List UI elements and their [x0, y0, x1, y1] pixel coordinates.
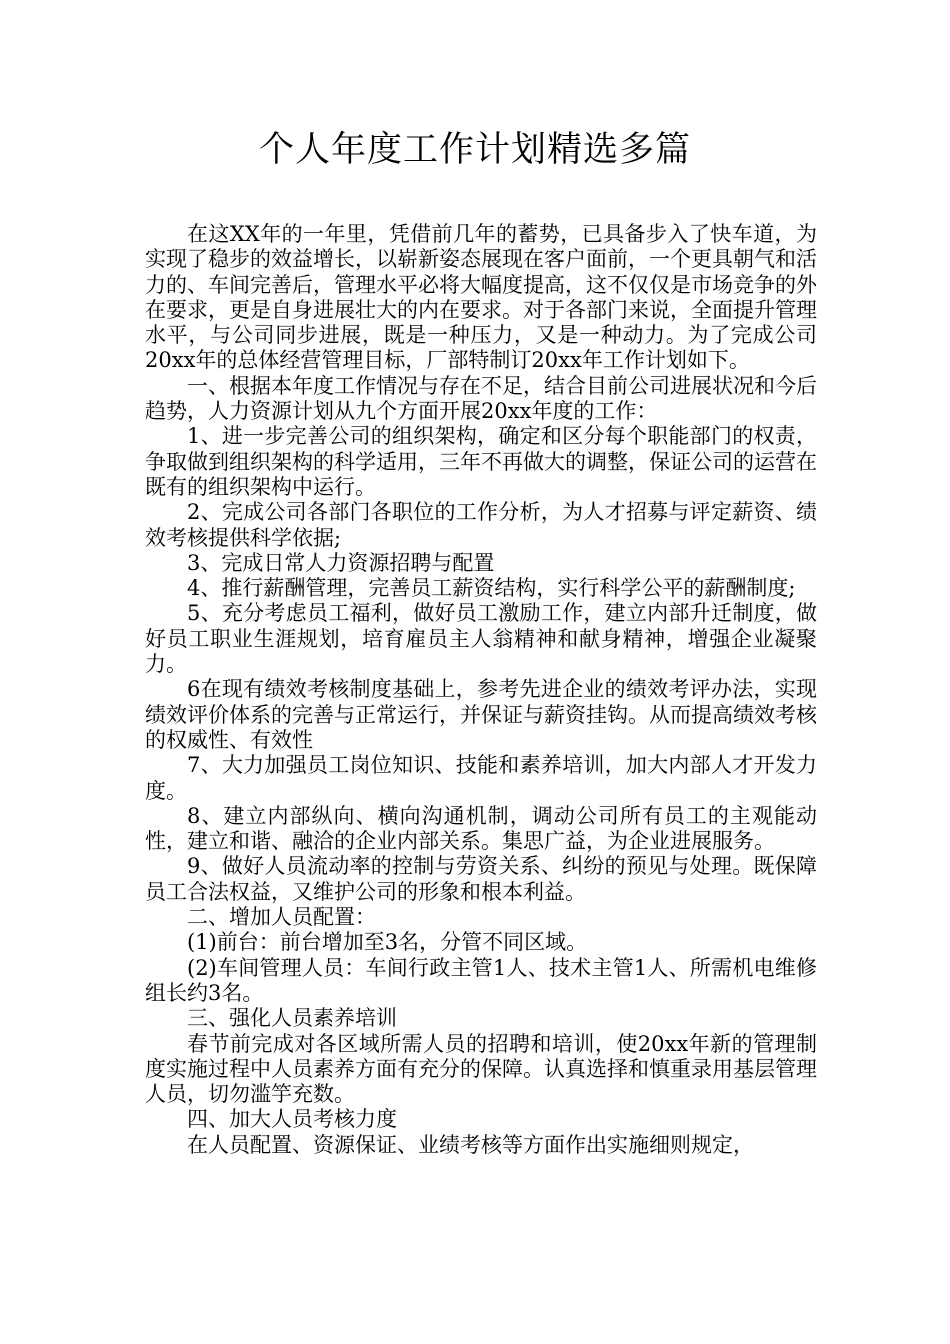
- paragraph-intro: 在这XX年的一年里，凭借前几年的蓄势，已具备步入了快车道，为实现了稳步的效益增长，以崭新姿态展现在客户面前，一个更具朝气和活力的、车间完善后，管理水平必将大幅度提高，这不仅仅是市场竞争的外在要求，更是自身进展壮大的内在要求。对于各部门来说，全面提升管理水平，与公司同步进展，既是一种压力，又是一种动力。为了完成公司20xx年的总体经营管理目标，厂部特制订20xx年工作计划如下。: [145, 222, 817, 373]
- paragraph-section-3-heading: 三、强化人员素养培训: [187, 1006, 397, 1031]
- paragraph-item-5: 5、充分考虑员工福利，做好员工激励工作，建立内部升迁制度，做好员工职业生涯规划，培育雇员主人翁精神和献身精神，增强企业凝聚力。: [145, 601, 817, 677]
- paragraph-staffing-workshop: (2)车间管理人员：车间行政主管1人、技术主管1人、所需机电维修组长约3名。: [145, 955, 817, 1005]
- paragraph-item-8: 8、建立内部纵向、横向沟通机制，调动公司所有员工的主观能动性，建立和谐、融洽的企业内部关系。集思广益，为企业进展服务。: [145, 803, 817, 854]
- paragraph-item-2: 2、完成公司各部门各职位的工作分析，为人才招募与评定薪资、绩效考核提供科学依据;: [145, 500, 817, 550]
- document-body: [145, 222, 817, 1158]
- paragraph-section-4-heading: 四、加大人员考核力度: [187, 1107, 397, 1132]
- paragraph-staffing-front-desk: (1)前台：前台增加至3名，分管不同区域。: [187, 930, 588, 955]
- paragraph-section-2-heading: 二、增加人员配置：: [187, 905, 376, 930]
- paragraph-training: 春节前完成对各区域所需人员的招聘和培训，使20xx年新的管理制度实施过程中人员素养方面有充分的保障。认真选择和慎重录用基层管理人员，切勿滥竽充数。: [145, 1031, 817, 1107]
- paragraph-item-4: 4、推行薪酬管理，完善员工薪资结构，实行科学公平的薪酬制度;: [187, 576, 796, 601]
- paragraph-item-9: 9、做好人员流动率的控制与劳资关系、纠纷的预见与处理。既保障员工合法权益，又维护公司的形象和根本利益。: [145, 854, 817, 904]
- paragraph-item-7: 7、大力加强员工岗位知识、技能和素养培训，加大内部人才开发力度。: [145, 753, 817, 803]
- paragraph-section-1-heading: 一、根据本年度工作情况与存在不足，结合目前公司进展状况和今后趋势，人力资源计划从九个方面开展20xx年度的工作：: [145, 373, 817, 424]
- paragraph-item-6: 6在现有绩效考核制度基础上，参考先进企业的绩效考评办法，实现绩效评价体系的完善与正常运行，并保证与薪资挂钩。从而提高绩效考核的权威性、有效性: [145, 677, 817, 752]
- paragraph-assessment: 在人员配置、资源保证、业绩考核等方面作出实施细则规定，: [187, 1132, 754, 1157]
- paragraph-item-1: 1、进一步完善公司的组织架构，确定和区分每个职能部门的权责，争取做到组织架构的科学适用，三年不再做大的调整，保证公司的运营在既有的组织架构中运行。: [145, 424, 817, 499]
- page-title: 个人年度工作计划精选多篇: [258, 130, 691, 170]
- paragraph-item-3: 3、完成日常人力资源招聘与配置: [187, 550, 495, 575]
